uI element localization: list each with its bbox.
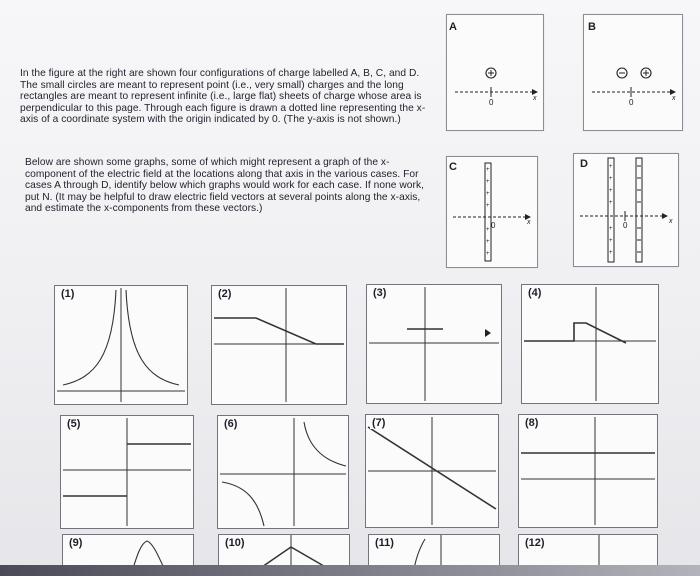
graph-4-label: (4) [528, 287, 542, 299]
config-b-drawing [584, 15, 682, 130]
config-b-axis: x [672, 95, 676, 102]
graph-2-plot [212, 286, 346, 404]
config-b-label: B [588, 21, 596, 33]
graph-8-label: (8) [525, 417, 539, 429]
graph-5-plot [61, 416, 193, 528]
svg-text:+: + [486, 191, 490, 197]
config-a-origin: 0 [489, 98, 494, 107]
graph-6 [217, 415, 349, 529]
graph-8 [518, 414, 658, 528]
graph-6-plot [218, 416, 348, 528]
graph-6-label: (6) [224, 418, 238, 430]
config-c-origin: 0 [491, 221, 496, 230]
config-a-axis: x [533, 95, 537, 102]
config-c-axis: x [527, 219, 531, 226]
svg-text:+: + [609, 176, 613, 182]
graph-3-plot [367, 285, 501, 403]
graph-8-plot [519, 415, 657, 527]
graph-2-label: (2) [218, 288, 232, 300]
config-d [573, 153, 679, 267]
graph-3 [366, 284, 502, 404]
graph-12-label: (12) [525, 537, 545, 549]
config-a [446, 14, 544, 131]
svg-text:+: + [609, 164, 613, 170]
bottom-toolbar-edge [0, 565, 700, 576]
config-c-label: C [449, 161, 457, 173]
svg-text:+: + [609, 250, 613, 256]
config-d-origin: 0 [623, 221, 628, 230]
graph-11-label: (11) [375, 537, 394, 549]
graph-7-label: (7) [372, 417, 386, 429]
graph-7 [365, 414, 499, 528]
svg-text:+: + [486, 227, 490, 233]
task-paragraph: Below are shown some graphs, some of which might represent a graph of the x-component of the electric field at the locations along that axis in the various cases. For cases A through D, identify below which graphs would work for each case. If none work, put N. (It may be helpful to draw electric field vectors at several points along the x-axis, and estimate the x-components from these vectors.) [25, 157, 424, 215]
config-a-label: A [449, 21, 457, 33]
config-c-drawing [447, 157, 537, 267]
config-d-axis: x [669, 218, 673, 225]
svg-text:+: + [486, 167, 490, 173]
svg-text:+: + [486, 179, 490, 185]
graph-4 [521, 284, 659, 404]
config-a-drawing [447, 15, 543, 130]
svg-text:+: + [609, 200, 613, 206]
config-b-origin: 0 [629, 98, 634, 107]
graph-1-plot [55, 286, 187, 404]
svg-text:+: + [609, 188, 613, 194]
config-c [446, 156, 538, 268]
graph-10-label: (10) [225, 537, 245, 549]
graph-1-label: (1) [61, 288, 75, 300]
graph-7-plot [366, 415, 498, 527]
svg-text:+: + [486, 203, 490, 209]
config-d-drawing [574, 154, 678, 266]
graph-5 [60, 415, 194, 529]
svg-text:+: + [486, 251, 490, 257]
svg-text:+: + [486, 239, 490, 245]
graph-1 [54, 285, 188, 405]
svg-text:+: + [609, 238, 613, 244]
graph-9-label: (9) [69, 537, 83, 549]
config-d-label: D [580, 158, 588, 170]
graph-3-label: (3) [373, 287, 387, 299]
graph-2 [211, 285, 347, 405]
intro-paragraph: In the figure at the right are shown four configurations of charge labelled A, B, C, and D. The small circles are meant to represent point (i.e., very small) charges and the long rectangles are meant to represent infinite (i.e., large flat) sheets of charge whose area is perpendicular to this page. Through each figure is drawn a dotted line representing the x-axis of a coordinate system with the origin indicated by 0. (The y-axis is not shown.) [20, 68, 426, 126]
graph-5-label: (5) [67, 418, 81, 430]
graph-4-plot [522, 285, 658, 403]
svg-text:+: + [609, 226, 613, 232]
config-b [583, 14, 683, 131]
